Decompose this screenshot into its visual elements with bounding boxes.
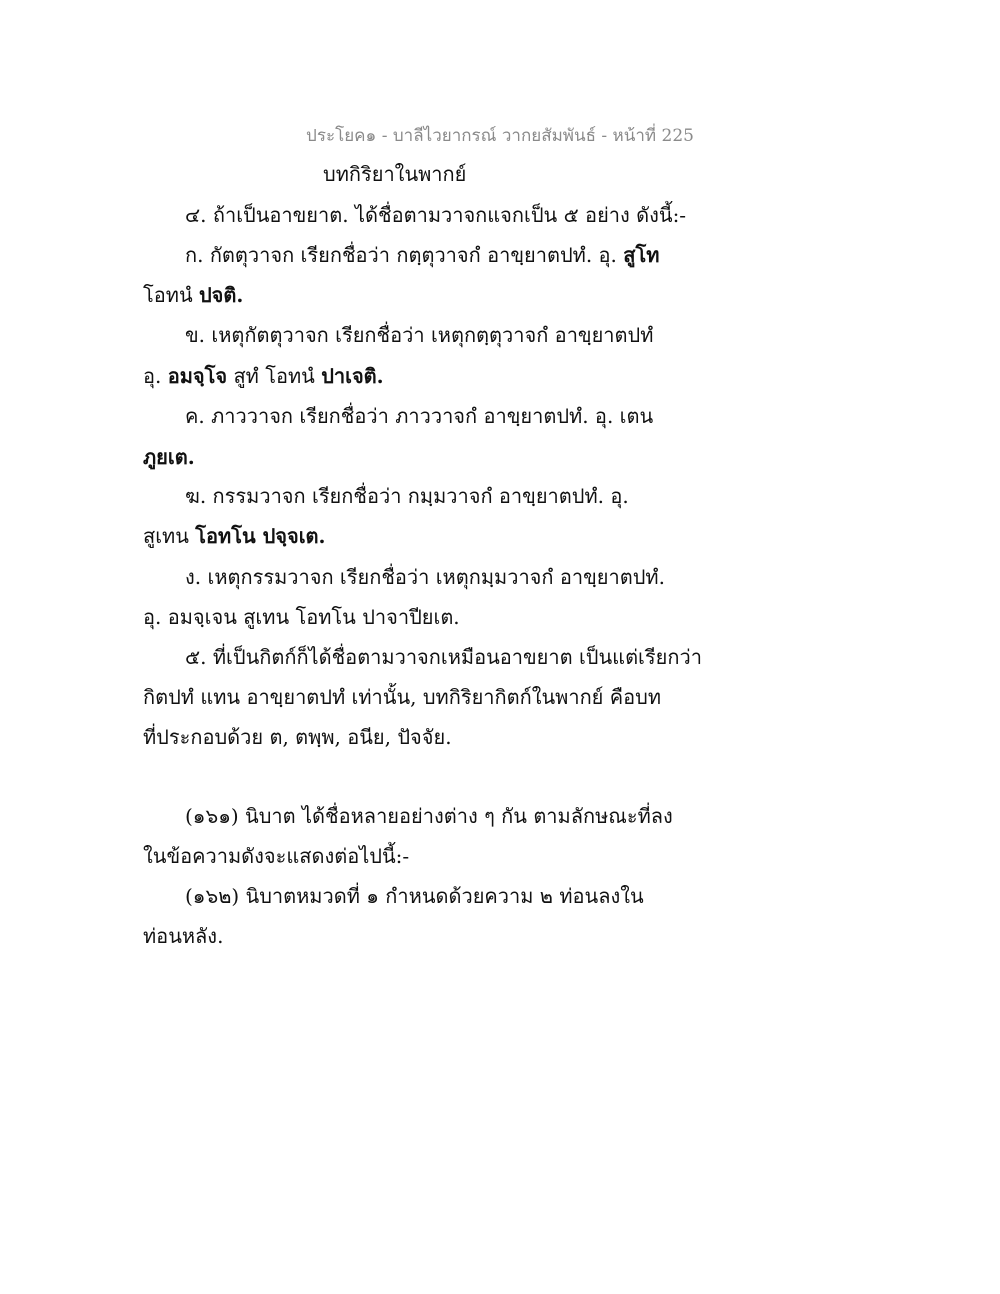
paragraph-161-line1: (๑๖๑) นิบาต ได้ชื่อหลายอย่างต่าง ๆ กัน ตามลักษณะที่ลง xyxy=(185,804,673,828)
item-kho2-line2 xyxy=(143,522,326,550)
item-ngo-line1: ง. เหตุกรรมวาจก เรียกชื่อว่า เหตุกมฺมวาจกํ อาขฺยาตปทํ. xyxy=(185,565,665,589)
item-kha-example-subject: อมจฺโจ xyxy=(167,364,228,388)
item-ka-continuation: โอทนํ xyxy=(143,283,193,307)
item-kho2-line1: ฆ. กรรมวาจก เรียกชื่อว่า กมฺมวาจกํ อาขฺยาตปทํ. อุ. xyxy=(185,484,629,508)
item-ka-example-subject: สูโท xyxy=(623,243,660,267)
paragraph-5-line2: กิตปทํ แทน อาขฺยาตปทํ เท่านั้น, บทกิริยากิตก์ในพากย์ คือบท xyxy=(143,685,662,709)
item-kho-line1: ค. ภาววาจก เรียกชื่อว่า ภาววาจกํ อาขฺยาตปทํ. อุ. เตน xyxy=(185,404,654,428)
paragraph-5-line1: ๕. ที่เป็นกิตก์ก็ได้ชื่อตามวาจกเหมือนอาขยาต เป็นแต่เรียกว่า xyxy=(185,645,702,669)
item-kho2-prefix: สูเทน xyxy=(143,524,189,548)
item-kha-middle: สูทํ โอทนํ xyxy=(233,364,315,388)
paragraph-162-line2: ท่อนหลัง. xyxy=(143,924,224,948)
paragraph-162-line1: (๑๖๒) นิบาตหมวดที่ ๑ กำหนดด้วยความ ๒ ท่อนลงใน xyxy=(185,884,644,908)
item-ngo-line2: อุ. อมจฺเจน สูเทน โอทโน ปาจาปียเต. xyxy=(143,605,460,629)
page-header: ประโยค๑ - บาลีไวยากรณ์ วากยสัมพันธ์ - หน้าที่ 225 xyxy=(306,126,694,146)
item-kha-example-verb: ปาเจติ. xyxy=(321,364,384,388)
paragraph-4-intro: ๔. ถ้าเป็นอาขยาต. ได้ชื่อตามวาจกแจกเป็น ๕ อย่าง ดังนี้:- xyxy=(185,203,687,227)
item-kho-line2 xyxy=(143,443,195,471)
paragraph-161-line2: ในข้อความดังจะแสดงต่อไปนี้:- xyxy=(143,844,410,868)
item-ka-example-verb: ปจติ. xyxy=(198,283,244,307)
item-kha-line1: ข. เหตุกัตตุวาจก เรียกชื่อว่า เหตุกตฺตุวาจกํ อาขฺยาตปทํ xyxy=(185,323,654,347)
paragraph-5-line3: ที่ประกอบด้วย ต, ตพฺพ, อนีย, ปัจจัย. xyxy=(143,725,452,749)
item-ka-text: ก. กัตตุวาจก เรียกชื่อว่า กตฺตุวาจกํ อาขฺยาตปทํ. อุ. xyxy=(185,243,617,267)
section-title: บทกิริยาในพากย์ xyxy=(323,162,467,186)
item-kha-line2 xyxy=(143,362,384,390)
item-kho2-example: โอทโน ปจฺจเต. xyxy=(195,524,326,548)
item-kha-prefix: อุ. xyxy=(143,364,162,388)
item-ka-line1 xyxy=(185,241,659,269)
item-ka-line2 xyxy=(143,281,243,309)
item-kho-example: ภูยเต. xyxy=(143,445,195,469)
